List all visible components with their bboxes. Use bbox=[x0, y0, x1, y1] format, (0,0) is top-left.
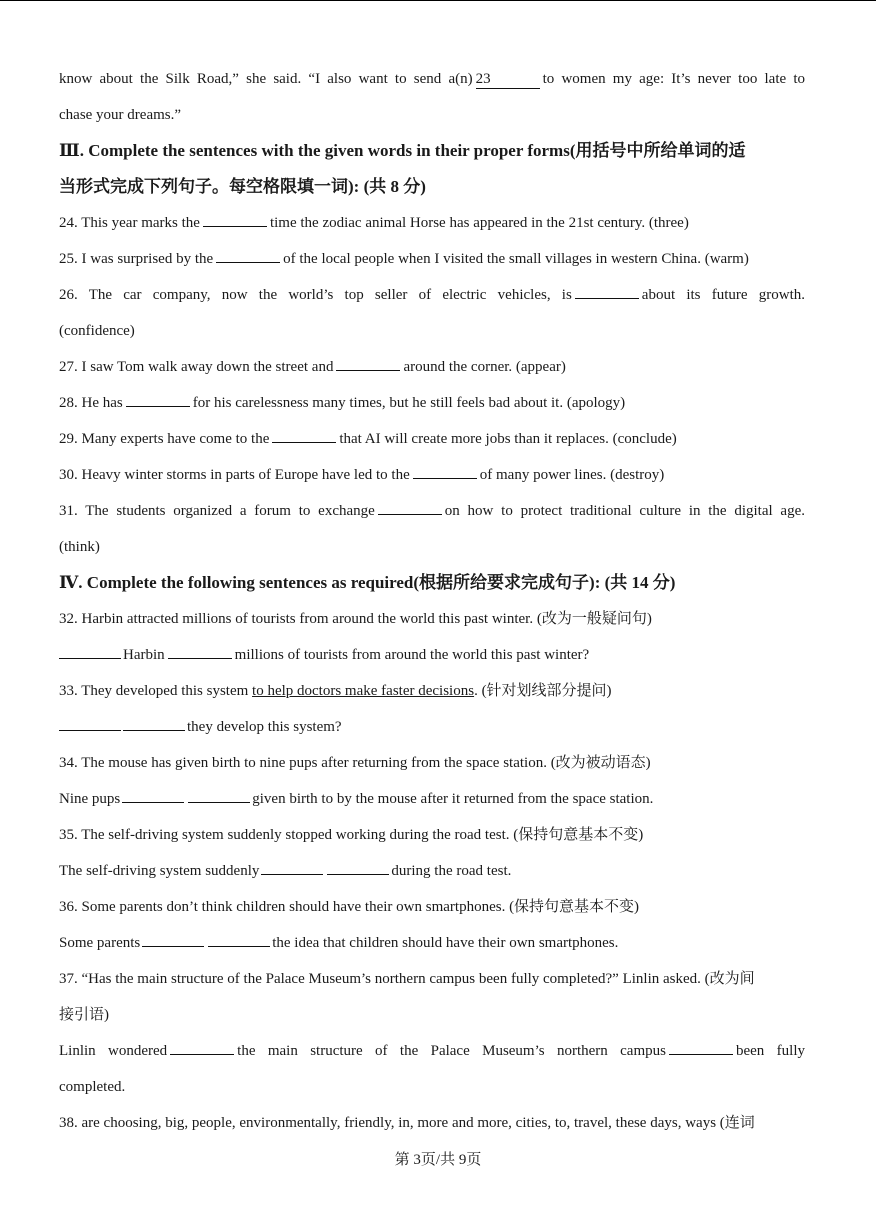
answer-blank[interactable] bbox=[123, 716, 185, 731]
answer-32: Harbin millions of tourists from around the world this past winter? bbox=[59, 637, 805, 673]
question-37-cont: 接引语) bbox=[59, 1007, 109, 1023]
question-35: 35. The self-driving system suddenly stopped working during the road test. (保持句意基本不变) bbox=[59, 827, 644, 843]
page-number: 第 3页/共 9页 bbox=[394, 1152, 482, 1168]
answer-blank[interactable] bbox=[336, 356, 400, 371]
section-3-title-cont: 当形式完成下列句子。每空格限填一词): (共 8 分) bbox=[59, 177, 426, 196]
section-4-title: Ⅳ. Complete the following sentences as required(根据所给要求完成句子): (共 14 分) bbox=[59, 573, 676, 592]
answer-blank[interactable] bbox=[669, 1040, 733, 1055]
question-30: 30. Heavy winter storms in parts of Europe have led to the of many power lines. (destroy) bbox=[59, 457, 805, 493]
question-36: 36. Some parents don’t think children should have their own smartphones. (保持句意基本不变) bbox=[59, 899, 640, 915]
blank-23[interactable]: 23 bbox=[476, 70, 540, 89]
top-rule bbox=[0, 0, 876, 1]
answer-36: Some parents the idea that children should have their own smartphones. bbox=[59, 925, 805, 961]
answer-blank[interactable] bbox=[327, 860, 389, 875]
answer-blank[interactable] bbox=[142, 932, 204, 947]
question-26-cont: (confidence) bbox=[59, 323, 135, 339]
answer-blank[interactable] bbox=[59, 716, 121, 731]
question-27: 27. I saw Tom walk away down the street and around the corner. (appear) bbox=[59, 349, 805, 385]
question-24: 24. This year marks the time the zodiac animal Horse has appeared in the 21st century. (three) bbox=[59, 205, 805, 241]
answer-37-cont: completed. bbox=[59, 1079, 126, 1095]
answer-blank[interactable] bbox=[413, 464, 477, 479]
question-38: 38. are choosing, big, people, environmentally, friendly, in, more and more, cities, to, travel, these days, ways (连词 bbox=[59, 1115, 755, 1131]
answer-blank[interactable] bbox=[126, 392, 190, 407]
question-29: 29. Many experts have come to the that AI will create more jobs than it replaces. (conclude) bbox=[59, 421, 805, 457]
passage-line: chase your dreams.” bbox=[59, 107, 182, 123]
answer-blank[interactable] bbox=[575, 284, 639, 299]
answer-blank[interactable] bbox=[203, 212, 267, 227]
answer-blank[interactable] bbox=[122, 788, 184, 803]
answer-35: The self-driving system suddenly during the road test. bbox=[59, 853, 805, 889]
question-31: 31. The students organized a forum to exchange on how to protect traditional culture in the digital age. bbox=[59, 493, 805, 529]
answer-blank[interactable] bbox=[378, 500, 442, 515]
answer-blank[interactable] bbox=[59, 644, 121, 659]
question-26: 26. The car company, now the world’s top seller of electric vehicles, is about its future growth. bbox=[59, 277, 805, 313]
worksheet-page bbox=[59, 61, 805, 1141]
passage-line: know about the Silk Road,” she said. “I also want to send a(n) 23 to women my age: It’s never too late to bbox=[59, 71, 805, 87]
question-28: 28. He has for his carelessness many times, but he still feels bad about it. (apology) bbox=[59, 385, 805, 421]
answer-blank[interactable] bbox=[216, 248, 280, 263]
question-34: 34. The mouse has given birth to nine pups after returning from the space station. (改为被动语态) bbox=[59, 755, 651, 771]
question-25: 25. I was surprised by the of the local people when I visited the small villages in western China. (warm) bbox=[59, 241, 805, 277]
answer-34: Nine pups given birth to by the mouse after it returned from the space station. bbox=[59, 781, 805, 817]
answer-blank[interactable] bbox=[272, 428, 336, 443]
question-32: 32. Harbin attracted millions of tourists from around the world this past winter. (改为一般疑问句) bbox=[59, 611, 652, 627]
question-31-cont: (think) bbox=[59, 539, 100, 555]
answer-blank[interactable] bbox=[261, 860, 323, 875]
answer-blank[interactable] bbox=[170, 1040, 234, 1055]
section-3-title: Ⅲ. Complete the sentences with the given words in their proper forms(用括号中所给单词的适 bbox=[59, 141, 746, 160]
question-33: 33. They developed this system to help doctors make faster decisions. (针对划线部分提问) bbox=[59, 683, 612, 699]
answer-blank[interactable] bbox=[188, 788, 250, 803]
answer-37: Linlin wondered the main structure of the Palace Museum’s northern campus been fully bbox=[59, 1033, 805, 1069]
underlined-phrase: to help doctors make faster decisions bbox=[252, 683, 475, 699]
answer-blank[interactable] bbox=[168, 644, 232, 659]
question-37: 37. “Has the main structure of the Palace Museum’s northern campus been fully completed?” Linlin asked. (改为间 bbox=[59, 971, 755, 987]
answer-blank[interactable] bbox=[208, 932, 270, 947]
answer-33: they develop this system? bbox=[59, 709, 805, 745]
